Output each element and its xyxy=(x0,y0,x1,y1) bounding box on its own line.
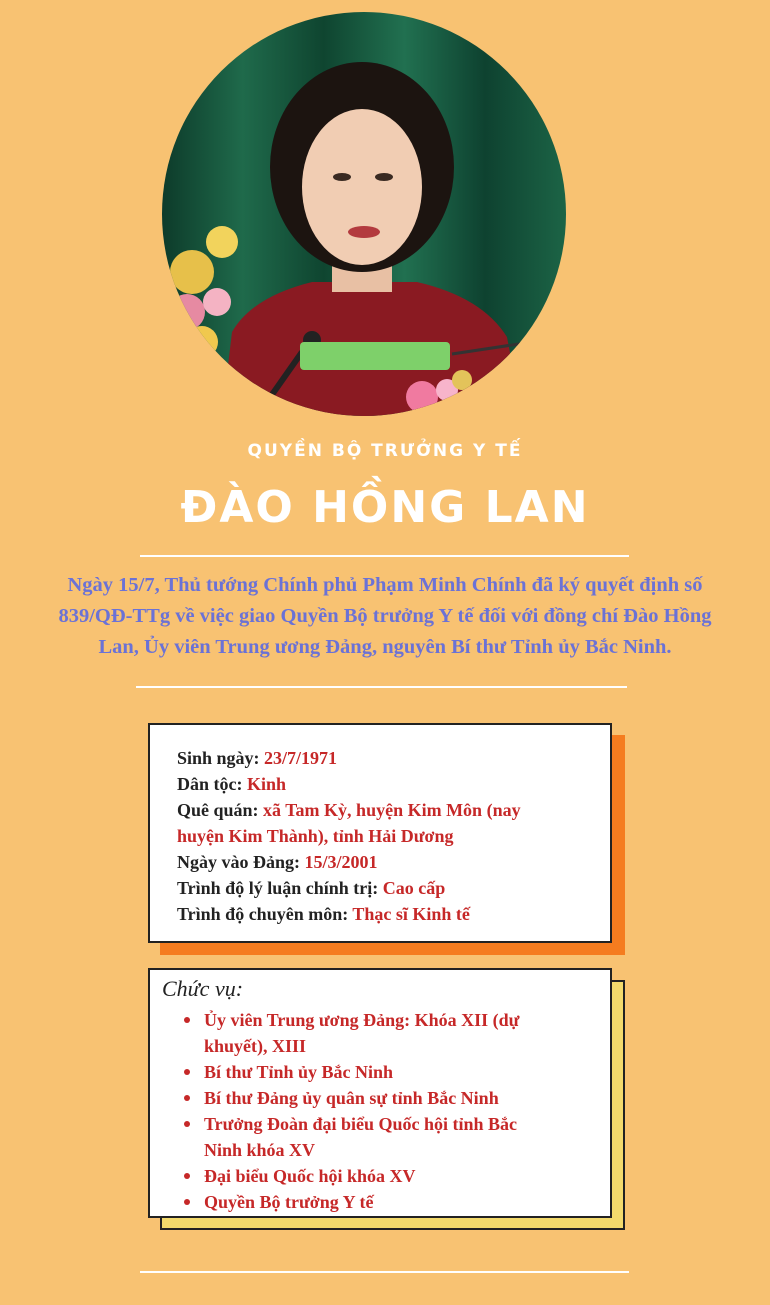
info-card xyxy=(148,723,612,943)
portrait-photo xyxy=(162,12,566,416)
role-subtitle: QUYỀN BỘ TRƯỞNG Y TẾ xyxy=(247,441,523,461)
bullet-icon xyxy=(184,1199,190,1205)
bullet-icon xyxy=(184,1173,190,1179)
list-item: Đại biểu Quốc hội khóa XV xyxy=(162,1163,610,1189)
list-item: Quyền Bộ trưởng Y tế xyxy=(162,1189,610,1215)
intro-paragraph: Ngày 15/7, Thủ tướng Chính phủ Phạm Minh Chính đã ký quyết định số 839/QĐ-TTg về việc giao Quyền Bộ trưởng Y tế đối với đồng chí Đào Hồng Lan, Ủy viên Trung ương Đảng, nguyên Bí thư Tỉnh ủy Bắc Ninh. xyxy=(58,574,712,658)
divider-top xyxy=(140,555,629,557)
list-item: Bí thư Đảng ủy quân sự tỉnh Bắc Ninh xyxy=(162,1085,610,1111)
info-birthdate: Sinh ngày: 23/7/1971 xyxy=(177,748,338,768)
positions-heading: Chức vụ: xyxy=(162,976,244,1001)
positions-list xyxy=(162,1007,610,1215)
bullet-icon xyxy=(184,1095,190,1101)
positions-card xyxy=(148,968,612,1218)
info-party-join-date: Ngày vào Đảng: 15/3/2001 xyxy=(177,852,378,872)
divider-middle xyxy=(136,686,627,688)
list-item: Trưởng Đoàn đại biểu Quốc hội tỉnh Bắc Ninh khóa XV xyxy=(162,1111,610,1163)
bullet-icon xyxy=(184,1017,190,1023)
bullet-icon xyxy=(184,1069,190,1075)
list-item: Bí thư Tỉnh ủy Bắc Ninh xyxy=(162,1059,610,1085)
info-hometown: Quê quán: xã Tam Kỳ, huyện Kim Môn (nay huyện Kim Thành), tỉnh Hải Dương xyxy=(177,800,521,846)
bullet-icon xyxy=(184,1121,190,1127)
info-political-theory: Trình độ lý luận chính trị: Cao cấp xyxy=(177,878,446,898)
info-professional-degree: Trình độ chuyên môn: Thạc sĩ Kinh tế xyxy=(177,904,470,924)
person-name: ĐÀO HỒNG LAN xyxy=(180,482,590,533)
list-item: Ủy viên Trung ương Đảng: Khóa XII (dự khuyết), XIII xyxy=(162,1007,610,1059)
divider-bottom xyxy=(140,1271,629,1273)
info-ethnicity: Dân tộc: Kinh xyxy=(177,774,287,794)
